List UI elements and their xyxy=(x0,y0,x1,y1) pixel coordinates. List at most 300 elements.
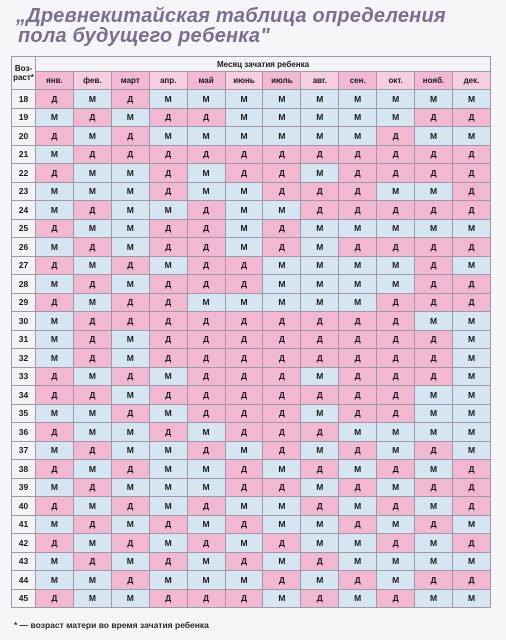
gender-cell: М xyxy=(301,238,339,257)
gender-cell: М xyxy=(301,219,339,238)
gender-cell: Д xyxy=(301,589,339,608)
gender-cell: М xyxy=(111,238,149,257)
age-cell: 26 xyxy=(12,238,36,257)
table-row xyxy=(12,164,491,183)
gender-cell: Д xyxy=(36,293,74,312)
gender-cell: Д xyxy=(263,423,301,442)
gender-cell: Д xyxy=(149,238,187,257)
table-row xyxy=(12,478,491,497)
table-row xyxy=(12,330,491,349)
gender-cell: М xyxy=(73,571,111,590)
gender-cell: М xyxy=(415,182,453,201)
gender-cell: М xyxy=(36,441,74,460)
gender-cell: М xyxy=(377,182,415,201)
gender-cell: Д xyxy=(301,386,339,405)
gender-cell: Д xyxy=(149,515,187,534)
gender-cell: Д xyxy=(225,552,263,571)
gender-cell: М xyxy=(225,497,263,516)
gender-cell: М xyxy=(377,571,415,590)
table-row xyxy=(12,238,491,257)
gender-cell: Д xyxy=(111,293,149,312)
gender-cell: Д xyxy=(452,293,490,312)
page-title xyxy=(16,6,486,46)
gender-cell: Д xyxy=(263,349,301,368)
gender-cell: М xyxy=(187,552,225,571)
age-cell: 42 xyxy=(12,534,36,553)
gender-cell: М xyxy=(339,423,377,442)
gender-cell: М xyxy=(301,571,339,590)
gender-cell: Д xyxy=(377,349,415,368)
gender-cell: М xyxy=(415,460,453,479)
age-cell: 43 xyxy=(12,552,36,571)
gender-cell: Д xyxy=(73,275,111,294)
table-row xyxy=(12,219,491,238)
age-cell: 23 xyxy=(12,182,36,201)
gender-cell: М xyxy=(36,201,74,220)
gender-cell: М xyxy=(111,108,149,127)
gender-cell: М xyxy=(73,219,111,238)
gender-cell: Д xyxy=(339,201,377,220)
gender-cell: Д xyxy=(225,423,263,442)
gender-cell: Д xyxy=(377,330,415,349)
gender-cell: Д xyxy=(187,201,225,220)
gender-cell: М xyxy=(452,386,490,405)
gender-cell: Д xyxy=(149,312,187,331)
gender-cell: М xyxy=(452,256,490,275)
gender-cell: Д xyxy=(149,423,187,442)
month-header: нояб. xyxy=(415,72,453,90)
gender-cell: М xyxy=(452,312,490,331)
gender-cell: М xyxy=(263,497,301,516)
gender-cell: Д xyxy=(187,589,225,608)
gender-cell: М xyxy=(149,571,187,590)
gender-cell: Д xyxy=(149,164,187,183)
gender-cell: М xyxy=(225,571,263,590)
gender-cell: Д xyxy=(36,386,74,405)
gender-cell: М xyxy=(263,127,301,146)
gender-cell: М xyxy=(36,145,74,164)
gender-cell: Д xyxy=(73,145,111,164)
gender-cell: М xyxy=(263,460,301,479)
gender-cell: Д xyxy=(225,330,263,349)
gender-cell: Д xyxy=(263,404,301,423)
gender-cell: Д xyxy=(415,293,453,312)
gender-cell: Д xyxy=(415,108,453,127)
gender-cell: Д xyxy=(263,367,301,386)
gender-cell: Д xyxy=(339,386,377,405)
gender-cell: Д xyxy=(225,515,263,534)
gender-cell: М xyxy=(415,90,453,109)
gender-cell: Д xyxy=(452,275,490,294)
gender-cell: Д xyxy=(111,497,149,516)
gender-cell: М xyxy=(73,367,111,386)
gender-cell: Д xyxy=(111,256,149,275)
gender-cell: Д xyxy=(339,478,377,497)
gender-cell: Д xyxy=(187,404,225,423)
gender-cell: М xyxy=(73,182,111,201)
age-column-header: Воз-раст* xyxy=(12,57,36,90)
gender-cell: М xyxy=(225,238,263,257)
gender-cell: Д xyxy=(339,238,377,257)
gender-cell: М xyxy=(111,330,149,349)
gender-cell: М xyxy=(149,367,187,386)
gender-cell: М xyxy=(452,90,490,109)
table-row xyxy=(12,293,491,312)
table-row xyxy=(12,589,491,608)
gender-cell: Д xyxy=(339,441,377,460)
gender-cell: Д xyxy=(415,349,453,368)
gender-cell: М xyxy=(225,441,263,460)
gender-cell: Д xyxy=(111,312,149,331)
gender-cell: Д xyxy=(377,201,415,220)
gender-cell: М xyxy=(36,182,74,201)
age-cell: 39 xyxy=(12,478,36,497)
gender-cell: Д xyxy=(339,330,377,349)
gender-cell: Д xyxy=(36,367,74,386)
table-row xyxy=(12,404,491,423)
gender-cell: Д xyxy=(225,460,263,479)
gender-cell: М xyxy=(149,404,187,423)
gender-cell: М xyxy=(452,219,490,238)
gender-cell: Д xyxy=(73,330,111,349)
gender-cell: М xyxy=(452,330,490,349)
gender-cell: Д xyxy=(263,312,301,331)
gender-cell: Д xyxy=(187,367,225,386)
gender-cell: М xyxy=(415,423,453,442)
month-header: сен. xyxy=(339,72,377,90)
gender-cell: Д xyxy=(73,552,111,571)
gender-cell: М xyxy=(452,589,490,608)
gender-cell: Д xyxy=(73,441,111,460)
gender-cell: Д xyxy=(187,219,225,238)
gender-cell: Д xyxy=(415,164,453,183)
gender-cell: Д xyxy=(149,145,187,164)
table-row xyxy=(12,497,491,516)
gender-cell: М xyxy=(36,330,74,349)
age-cell: 34 xyxy=(12,386,36,405)
gender-cell: М xyxy=(111,552,149,571)
age-cell: 28 xyxy=(12,275,36,294)
gender-cell: М xyxy=(73,164,111,183)
gender-cell: М xyxy=(339,219,377,238)
month-header: апр. xyxy=(149,72,187,90)
footnote: * — возраст матери во время зачатия ребенка xyxy=(14,620,209,630)
age-cell: 45 xyxy=(12,589,36,608)
gender-cell: М xyxy=(263,256,301,275)
age-cell: 37 xyxy=(12,441,36,460)
gender-cell: Д xyxy=(111,404,149,423)
gender-cell: Д xyxy=(263,571,301,590)
gender-cell: Д xyxy=(377,497,415,516)
age-cell: 29 xyxy=(12,293,36,312)
gender-cell: Д xyxy=(36,164,74,183)
gender-cell: М xyxy=(339,534,377,553)
gender-cell: Д xyxy=(263,238,301,257)
age-cell: 20 xyxy=(12,127,36,146)
gender-cell: М xyxy=(73,460,111,479)
gender-cell: Д xyxy=(149,275,187,294)
gender-cell: М xyxy=(339,497,377,516)
gender-cell: М xyxy=(452,441,490,460)
gender-cell: Д xyxy=(415,571,453,590)
gender-cell: Д xyxy=(149,293,187,312)
gender-cell: Д xyxy=(452,238,490,257)
month-header: фев. xyxy=(73,72,111,90)
gender-cell: М xyxy=(149,534,187,553)
table-row xyxy=(12,423,491,442)
gender-cell: М xyxy=(452,127,490,146)
gender-cell: Д xyxy=(301,552,339,571)
gender-cell: Д xyxy=(377,367,415,386)
gender-cell: М xyxy=(73,497,111,516)
gender-cell: Д xyxy=(452,497,490,516)
gender-cell: М xyxy=(377,275,415,294)
gender-cell: М xyxy=(339,108,377,127)
gender-cell: Д xyxy=(149,108,187,127)
gender-cell: Д xyxy=(73,386,111,405)
age-cell: 24 xyxy=(12,201,36,220)
table-row xyxy=(12,367,491,386)
gender-cell: Д xyxy=(263,441,301,460)
gender-cell: Д xyxy=(73,478,111,497)
age-cell: 30 xyxy=(12,312,36,331)
gender-cell: М xyxy=(263,275,301,294)
gender-cell: Д xyxy=(377,312,415,331)
gender-cell: Д xyxy=(339,515,377,534)
gender-cell: М xyxy=(415,552,453,571)
table-row xyxy=(12,90,491,109)
gender-cell: М xyxy=(111,164,149,183)
gender-cell: Д xyxy=(36,256,74,275)
gender-cell: Д xyxy=(452,145,490,164)
title-line-2: пола будущего ребенка" xyxy=(18,25,270,47)
month-header: авг. xyxy=(301,72,339,90)
gender-cell: Д xyxy=(149,182,187,201)
gender-cell: Д xyxy=(415,367,453,386)
gender-cell: Д xyxy=(377,460,415,479)
gender-cell: М xyxy=(73,127,111,146)
gender-cell: М xyxy=(339,293,377,312)
age-cell: 41 xyxy=(12,515,36,534)
age-cell: 31 xyxy=(12,330,36,349)
gender-cell: М xyxy=(111,423,149,442)
gender-cell: Д xyxy=(36,219,74,238)
gender-cell: Д xyxy=(36,589,74,608)
gender-cell: М xyxy=(377,478,415,497)
age-cell: 36 xyxy=(12,423,36,442)
gender-cell: М xyxy=(111,589,149,608)
gender-cell: М xyxy=(225,219,263,238)
gender-cell: М xyxy=(36,571,74,590)
gender-cell: Д xyxy=(377,164,415,183)
gender-cell: Д xyxy=(36,534,74,553)
gender-cell: Д xyxy=(263,330,301,349)
age-cell: 38 xyxy=(12,460,36,479)
gender-cell: М xyxy=(36,515,74,534)
table-row xyxy=(12,312,491,331)
gender-cell: М xyxy=(149,497,187,516)
table-row xyxy=(12,552,491,571)
gender-cell: М xyxy=(339,589,377,608)
gender-cell: М xyxy=(452,349,490,368)
age-cell: 22 xyxy=(12,164,36,183)
gender-cell: М xyxy=(187,293,225,312)
gender-cell: Д xyxy=(187,256,225,275)
gender-cell: М xyxy=(415,219,453,238)
gender-cell: М xyxy=(149,460,187,479)
gender-cell: М xyxy=(187,423,225,442)
gender-cell: М xyxy=(452,367,490,386)
gender-cell: М xyxy=(263,201,301,220)
gender-cell: Д xyxy=(452,182,490,201)
table-row xyxy=(12,145,491,164)
gender-cell: Д xyxy=(415,441,453,460)
gender-cell: М xyxy=(415,127,453,146)
gender-cell: Д xyxy=(225,312,263,331)
gender-cell: М xyxy=(377,219,415,238)
gender-cell: Д xyxy=(377,404,415,423)
gender-cell: Д xyxy=(415,238,453,257)
gender-cell: Д xyxy=(225,386,263,405)
gender-cell: М xyxy=(301,534,339,553)
gender-cell: М xyxy=(377,515,415,534)
gender-cell: М xyxy=(111,441,149,460)
gender-cell: М xyxy=(377,108,415,127)
gender-cell: М xyxy=(187,515,225,534)
gender-cell: М xyxy=(377,90,415,109)
age-cell: 44 xyxy=(12,571,36,590)
gender-cell: Д xyxy=(149,589,187,608)
gender-cell: М xyxy=(36,552,74,571)
gender-cell: М xyxy=(111,201,149,220)
gender-cell: М xyxy=(339,90,377,109)
age-cell: 18 xyxy=(12,90,36,109)
gender-cell: М xyxy=(263,90,301,109)
gender-cell: Д xyxy=(36,497,74,516)
table-row xyxy=(12,460,491,479)
gender-cell: М xyxy=(301,164,339,183)
gender-cell: Д xyxy=(263,182,301,201)
gender-cell: Д xyxy=(73,349,111,368)
gender-cell: Д xyxy=(73,312,111,331)
gender-cell: Д xyxy=(225,589,263,608)
gender-cell: Д xyxy=(377,293,415,312)
table-row xyxy=(12,349,491,368)
gender-cell: Д xyxy=(225,367,263,386)
gender-cell: М xyxy=(111,515,149,534)
gender-cell: М xyxy=(149,256,187,275)
gender-cell: Д xyxy=(263,164,301,183)
gender-cell: М xyxy=(415,589,453,608)
table-row xyxy=(12,441,491,460)
gender-cell: М xyxy=(377,552,415,571)
gender-cell: Д xyxy=(339,145,377,164)
gender-cell: М xyxy=(415,534,453,553)
gender-cell: Д xyxy=(36,423,74,442)
gender-cell: М xyxy=(301,293,339,312)
gender-cell: М xyxy=(36,238,74,257)
gender-cell: Д xyxy=(111,127,149,146)
gender-cell: М xyxy=(111,478,149,497)
gender-cell: Д xyxy=(301,312,339,331)
gender-cell: М xyxy=(452,423,490,442)
gender-cell: М xyxy=(263,293,301,312)
gender-cell: М xyxy=(225,127,263,146)
gender-cell: Д xyxy=(225,404,263,423)
gender-cell: М xyxy=(301,256,339,275)
gender-cell: Д xyxy=(339,367,377,386)
gender-cell: М xyxy=(36,404,74,423)
gender-cell: Д xyxy=(111,145,149,164)
gender-cell: Д xyxy=(377,534,415,553)
gender-cell: Д xyxy=(452,164,490,183)
gender-cell: Д xyxy=(377,127,415,146)
gender-cell: Д xyxy=(415,478,453,497)
gender-cell: Д xyxy=(149,386,187,405)
gender-cell: Д xyxy=(263,145,301,164)
gender-cell: Д xyxy=(415,515,453,534)
gender-cell: М xyxy=(415,497,453,516)
gender-cell: М xyxy=(301,127,339,146)
gender-cell: М xyxy=(415,386,453,405)
gender-cell: М xyxy=(187,478,225,497)
gender-cell: М xyxy=(415,404,453,423)
gender-cell: Д xyxy=(415,330,453,349)
gender-cell: М xyxy=(301,478,339,497)
gender-cell: Д xyxy=(73,108,111,127)
gender-cell: М xyxy=(73,534,111,553)
gender-cell: Д xyxy=(111,460,149,479)
gender-cell: Д xyxy=(36,460,74,479)
gender-cell: М xyxy=(36,312,74,331)
age-cell: 33 xyxy=(12,367,36,386)
gender-cell: Д xyxy=(111,90,149,109)
age-cell: 25 xyxy=(12,219,36,238)
gender-cell: М xyxy=(452,515,490,534)
gender-cell: Д xyxy=(225,145,263,164)
gender-cell: Д xyxy=(415,201,453,220)
gender-cell: Д xyxy=(301,182,339,201)
gender-cell: М xyxy=(301,367,339,386)
gender-cell: М xyxy=(301,441,339,460)
gender-cell: М xyxy=(73,589,111,608)
gender-cell: Д xyxy=(149,219,187,238)
gender-prediction-table xyxy=(11,56,491,608)
gender-cell: М xyxy=(187,164,225,183)
gender-cell: Д xyxy=(301,423,339,442)
table-row xyxy=(12,534,491,553)
gender-cell: Д xyxy=(73,515,111,534)
gender-cell: М xyxy=(377,256,415,275)
gender-cell: Д xyxy=(339,571,377,590)
gender-cell: Д xyxy=(415,256,453,275)
gender-cell: Д xyxy=(225,275,263,294)
gender-cell: М xyxy=(187,182,225,201)
gender-cell: М xyxy=(225,108,263,127)
gender-cell: М xyxy=(149,441,187,460)
gender-cell: Д xyxy=(187,497,225,516)
table-row xyxy=(12,386,491,405)
title-line-1: „Древнекитайская таблица определения xyxy=(16,5,446,27)
gender-cell: М xyxy=(225,293,263,312)
gender-cell: М xyxy=(339,460,377,479)
gender-cell: М xyxy=(111,182,149,201)
gender-cell: М xyxy=(73,90,111,109)
gender-cell: Д xyxy=(415,145,453,164)
gender-cell: М xyxy=(111,386,149,405)
gender-cell: Д xyxy=(452,460,490,479)
gender-cell: М xyxy=(73,423,111,442)
